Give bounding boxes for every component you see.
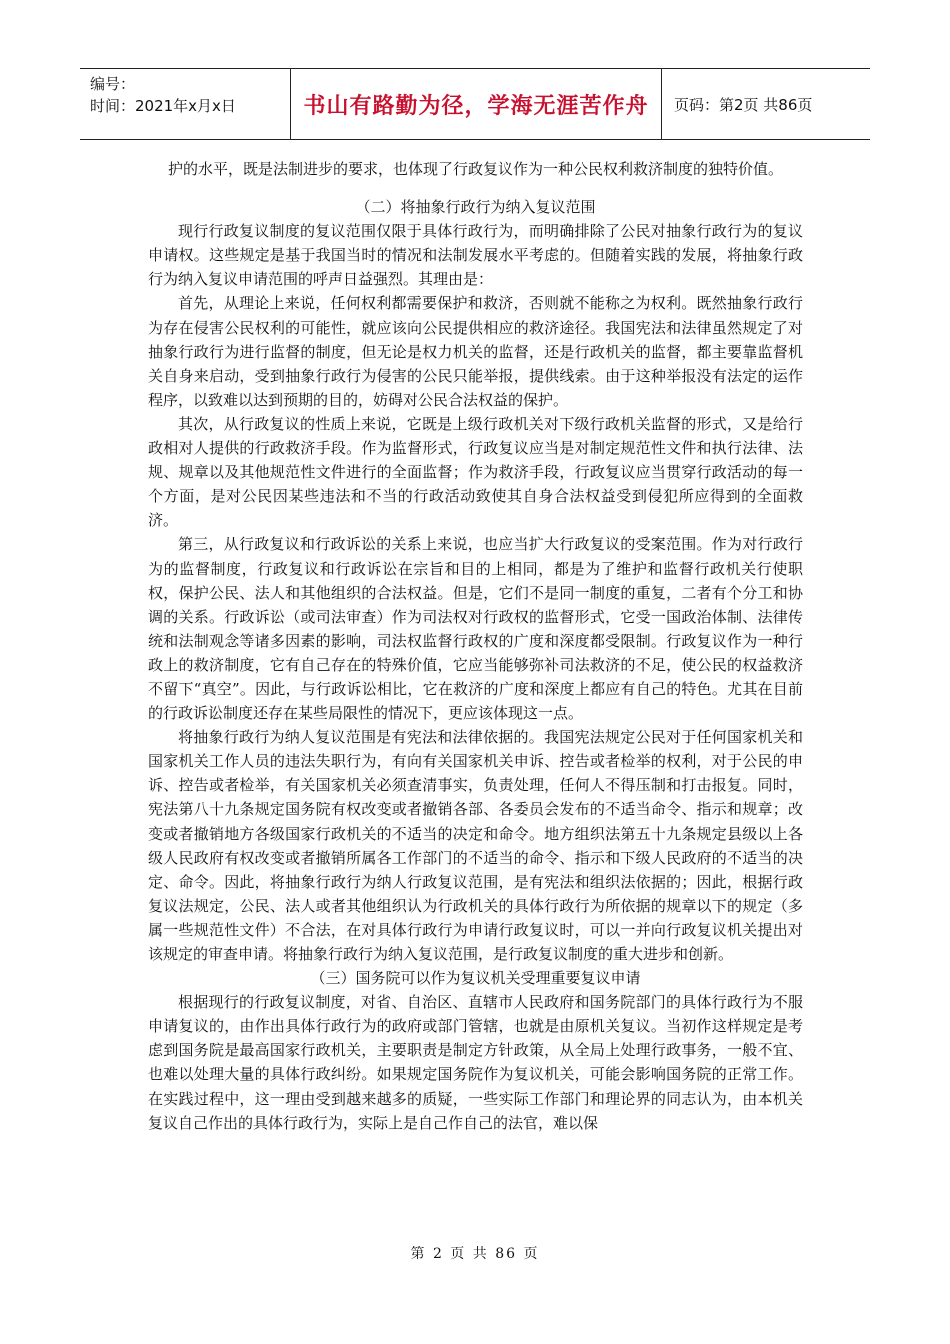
paragraph: 首先，从理论上来说，任何权利都需要保护和救济，否则就不能称之为权利。既然抽象行政行为存在侵害公民权利的可能性，就应该向公民提供相应的救济途径。我国宪法和法律虽然规定了对抽象行政行为进行监督的制度，但无论是权力机关的监督，还是行政机关的监督，都主要靠监督机关自身来启动，受到抽象行政行为侵害的公民只能举报，提供线索。由于这种举报没有法定的运作程序，以致难以达到预期的目的，妨碍对公民合法权益的保护。	[148, 294, 803, 409]
page-footer: 第 2 页 共 86 页	[410, 1246, 540, 1262]
header-meta	[80, 69, 290, 139]
paragraph: 第三，从行政复议和行政诉讼的关系上来说，也应当扩大行政复议的受案范围。作为对行政行为的监督制度，行政复议和行政诉讼在宗旨和目的上相同，都是为了维护和监督行政机关行使职权，保护公民、法人和其他组织的合法权益。但是，它们不是同一制度的重复，二者有个分工和协调的关系。行政诉讼（或司法审查）作为司法权对行政权的监督形式，它受一国政治体制、法律传统和法制观念等诸多因素的影响，司法权监督行政权的广度和深度都受限制。行政复议作为一种行政上的救济制度，它有自己存在的特殊价值，它应当能够弥补司法救济的不足，使公民的权益救济不留下“真空”。因此，与行政诉讼相比，它在救济的广度和深度上都应有自己的特色。尤其在目前的行政诉讼制度还存在某些局限性的情况下，更应该体现这一点。	[148, 535, 803, 723]
paragraph: 其次，从行政复议的性质上来说，它既是上级行政机关对下级行政机关监督的形式，又是给行政相对人提供的行政救济手段。作为监督形式，行政复议应当是对制定规范性文件和执行法律、法规、规章以及其他规范性文件进行的全面监督；作为救济手段，行政复议应当贯穿行政活动的每一个方面，是对公民因某些违法和不当的行政活动致使其自身合法权益受到侵犯所应得到的全面救济。	[148, 414, 803, 530]
paragraph: 将抽象行政行为纳人复议范围是有宪法和法律依据的。我国宪法规定公民对于任何国家机关和国家机关工作人员的违法失职行为，有向有关国家机关申诉、控告或者检举的权利，对于公民的申诉、控告或者检举，有关国家机关必须查清事实，负责处理，任何人不得压制和打击报复。同时，宪法第八十九条规定国务院有权改变或者撤销各部、各委员会发布的不适当命令、指示和规章；改变或者撤销地方各级国家行政机关的不适当的决定和命令。地方组织法第五十九条规定县级以上各级人民政府有权改变或者撤销所属各工作部门的不适当的命令、指示和下级人民政府的不适当的决定、命令。因此，将抽象行政行为纳人行政复议范围，是有宪法和组织法依据的；因此，根据行政复议法规定，公民、法人或者其他组织认为行政机关的具体行政行为所依据的规章以下的规定（多属一些规范性文件）不合法，在对具体行政行为申请行政复议时，可以一并向行政复议机关提出对该规定的审查申请。将抽象行政行为纳入复议范围，是行政复议制度的重大进步和创新。	[148, 728, 803, 963]
section-heading-3: （三）国务院可以作为复议机关受理重要复议申请	[310, 969, 641, 988]
serial-number-label: 编号：	[90, 75, 136, 93]
header-motto: 书山有路勤为径，学海无涯苦作舟	[290, 69, 662, 139]
document-body	[148, 157, 803, 1135]
paragraph-continuation: 护的水平，既是法制进步的要求，也体现了行政复议作为一种公民权利救济制度的独特价值。	[167, 160, 783, 178]
paragraph: 根据现行的行政复议制度，对省、自治区、直辖市人民政府和国务院部门的具体行政行为不服申请复议的，由作出具体行政行为的政府或部门管辖，也就是由原机关复议。当初作这样规定是考虑到国务院是最高国家行政机关，主要职责是制定方针政策，从全局上处理行政事务，一般不宜、也难以处理大量的具体行政纠纷。如果规定国务院作为复议机关，可能会影响国务院的正常工作。在实践过程中，这一理由受到越来越多的质疑，一些实际工作部门和理论界的同志认为，由本机关复议自己作出的具体行政行为，实际上是自己作自己的法官，难以保	[148, 993, 803, 1132]
header-page-info: 页码：第2页 共86页	[674, 95, 813, 114]
paragraph: 现行行政复议制度的复议范围仅限于具体行政行为，而明确排除了公民对抽象行政行为的复议申请权。这些规定是基于我国当时的情况和法制发展水平考虑的。但随着实践的发展，将抽象行政行为纳入复议申请范围的呼声日益强烈。其理由是：	[148, 222, 803, 289]
page-header	[80, 68, 870, 140]
date-label: 时间：2021年x月x日	[90, 97, 236, 115]
section-heading-2: （二）将抽象行政行为纳入复议范围	[355, 198, 596, 217]
